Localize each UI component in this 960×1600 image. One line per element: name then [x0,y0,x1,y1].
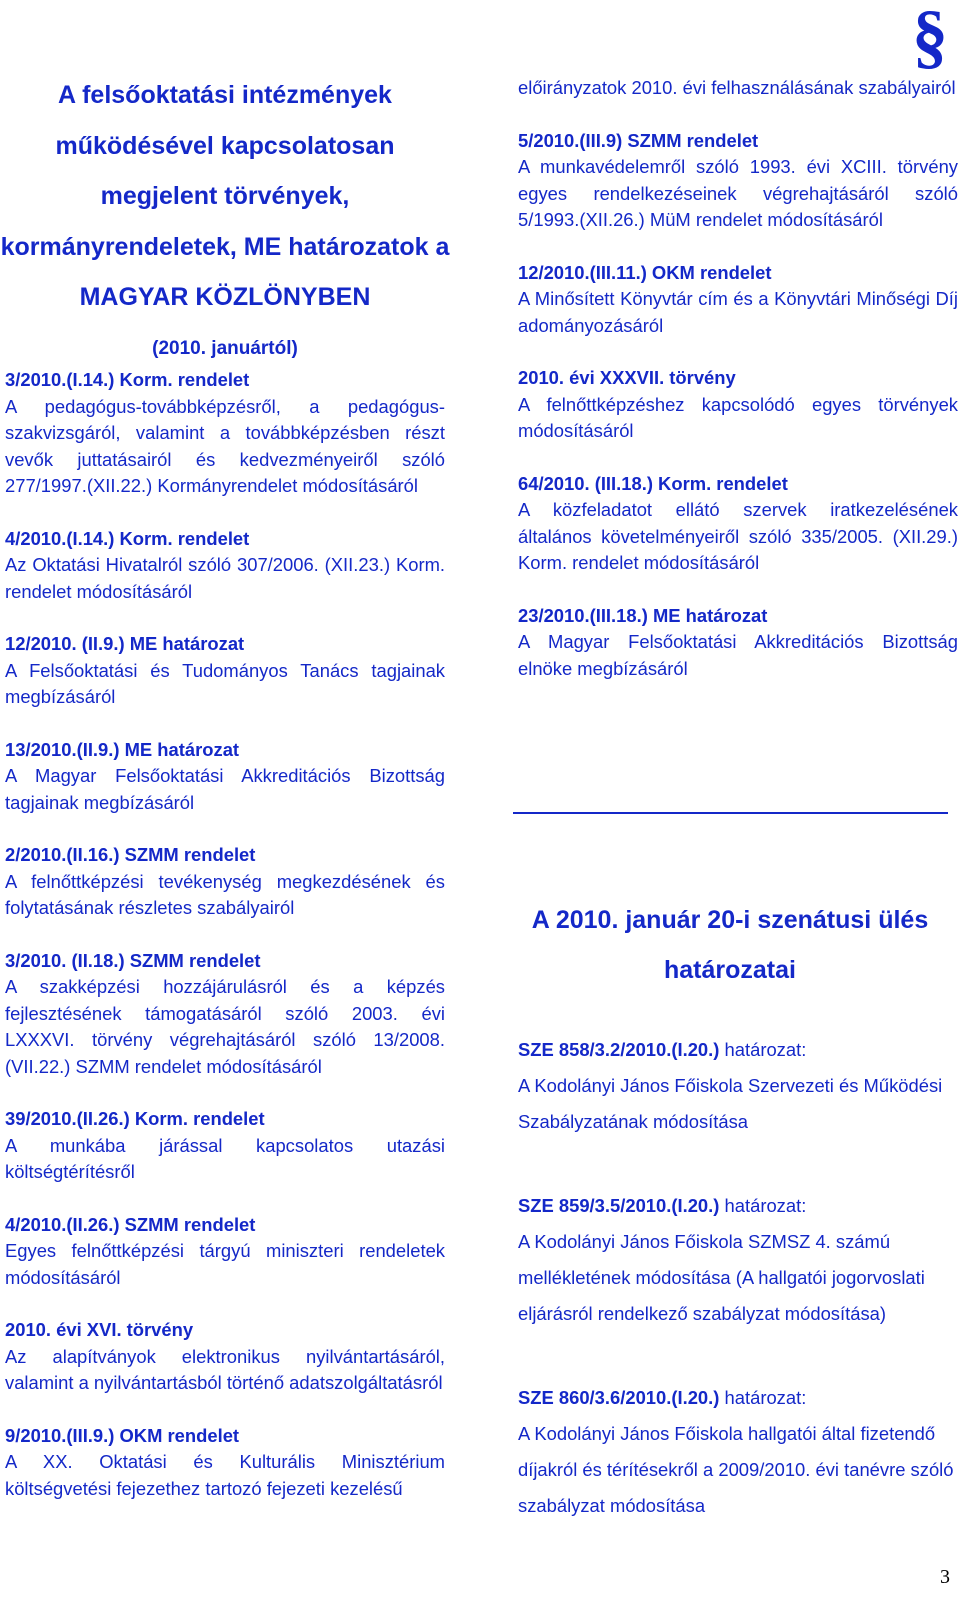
divider [513,812,948,814]
right-column [518,75,958,682]
page-subtitle: (2010. januártól) [152,337,298,359]
decision-label: határozat: [724,1195,807,1216]
list-item [5,1423,445,1503]
entry-description: A munkába járással kapcsolatos utazási költségtérítésről [5,1134,445,1182]
entry-description: A közfeladatot ellátó szervek iratkezelésének általános követelményeiről szóló 335/2005. (XII.29.) Korm. rendelet módosításáról [518,499,958,573]
entry-continuation: előirányzatok 2010. évi felhasználásának szabályairól [518,77,956,98]
list-item [5,1106,445,1186]
list-item [5,948,445,1081]
entry-code: 13/2010.(II.9.) ME határozat [5,738,240,760]
entry-code: 4/2010.(I.14.) Korm. rendelet [5,527,250,549]
entry-code: 5/2010.(III.9) SZMM rendelet [518,129,759,151]
decision-code: SZE 858/3.2/2010.(I.20.) [518,1039,720,1060]
entry-code: 23/2010.(III.18.) ME határozat [518,604,768,626]
decision-label: határozat: [724,1387,807,1408]
entry-code: 39/2010.(II.26.) Korm. rendelet [5,1108,265,1129]
left-column [5,367,445,1502]
entry-description: A pedagógus-továbbképzésről, a pedagógus-szakvizsgáról, valamint a továbbképzésben részt vevők juttatásairól és kedvezményeiről szóló 277/1997.(XII.22.) Kormányrendelet módosításáról [5,395,445,496]
decision-text: A Kodolányi János Főiskola SZMSZ 4. számú mellékletének módosítása (A hallgatói jogorvoslati eljárásról rendelkező szabályzat módosítása) [518,1231,925,1324]
entry-description: A felnőttképzési tevékenység megkezdésének és folytatásának részletes szabályairól [5,870,445,918]
title-line: MAGYAR KÖZLÖNYBEN [79,283,371,311]
title-line: A felsőoktatási intézmények [58,81,392,109]
title-line: kormányrendeletek, ME határozatok a [0,232,450,261]
entry-code: 12/2010. (II.9.) ME határozat [5,633,245,654]
list-item [518,75,958,102]
entry-code: 4/2010.(II.26.) SZMM rendelet [5,1213,256,1235]
entry-code: 2/2010.(II.16.) SZMM rendelet [5,844,256,865]
list-item [5,737,445,817]
list-item [518,603,958,683]
entry-description: A Felsőoktatási és Tudományos Tanács tagjainak megbízásáról [5,659,445,707]
entry-code: 9/2010.(III.9.) OKM rendelet [5,1424,240,1446]
entry-code: 64/2010. (III.18.) Korm. rendelet [518,472,788,494]
entry-description: A Magyar Felsőoktatási Akkreditációs Bizottság elnöke megbízásáról [518,631,958,679]
entry-description: Egyes felnőttképzési tárgyú miniszteri rendeletek módosításáról [5,1240,445,1288]
session-title-line: A 2010. január 20-i szenátusi ülés [531,906,929,934]
entry-description: A XX. Oktatási és Kulturális Minisztérium költségvetési fejezethez tartozó fejezeti kezelésű [5,1451,445,1499]
title-line: működésével kapcsolatosan [55,131,395,160]
decision-item [518,1032,958,1140]
entry-code: 2010. évi XXXVII. törvény [518,367,736,388]
title-line: megjelent törvények, [100,182,350,210]
list-item [5,367,445,500]
decision-code: SZE 860/3.6/2010.(I.20.) [518,1387,720,1408]
list-item [518,260,958,340]
list-item [5,1212,445,1292]
entry-description: Az Oktatási Hivatalról szóló 307/2006. (XII.23.) Korm. rendelet módosításáról [5,554,445,602]
decision-text: A Kodolányi János Főiskola Szervezeti és Működési Szabályzatának módosítása [518,1075,943,1132]
entry-code: 2010. évi XVI. törvény [5,1319,194,1340]
entry-code: 3/2010. (II.18.) SZMM rendelet [5,949,261,971]
entry-description: A Minősített Könyvtár cím és a Könyvtári Minőségi Díj adományozásáról [518,288,958,336]
decision-item [518,1188,958,1332]
entry-description: A munkavédelemről szóló 1993. évi XCIII. törvény egyes rendelkezéseinek végrehajtásáról szóló 5/1993.(XII.26.) MüM rendelet módosításáról [518,156,958,230]
list-item [518,365,958,445]
list-item [5,842,445,922]
section-mark-icon: § [912,0,948,76]
session-title [516,895,944,995]
decision-label: határozat: [724,1039,807,1060]
list-item [5,526,445,606]
list-item [5,1317,445,1397]
entry-description: A szakképzési hozzájárulásról és a képzés fejlesztésének támogatásáról szóló 2003. évi LXXXVI. törvény végrehajtásáról szóló 13/2008.(VII.22.) SZMM rendelet módosításáról [5,976,445,1077]
entry-description: A felnőttképzéshez kapcsolódó egyes törvények módosításáról [518,393,958,441]
entry-description: Az alapítványok elektronikus nyilvántartásáról, valamint a nyilvántartásból történő adatszolgáltatásról [5,1345,445,1393]
decisions-list [518,1032,958,1524]
entry-code: 12/2010.(III.11.) OKM rendelet [518,261,772,283]
session-title-line: határozatai [664,956,796,984]
decision-item [518,1380,958,1524]
entry-description: A Magyar Felsőoktatási Akkreditációs Bizottság tagjainak megbízásáról [5,765,445,813]
decision-text: A Kodolányi János Főiskola hallgatói által fizetendő díjakról és térítésekről a 2009/2010. évi tanévre szóló szabályzat módosítása [518,1423,954,1516]
entry-code: 3/2010.(I.14.) Korm. rendelet [5,369,250,390]
page-title [0,70,450,369]
list-item [5,631,445,711]
decision-code: SZE 859/3.5/2010.(I.20.) [518,1195,720,1216]
page-number: 3 [940,1566,950,1588]
list-item [518,128,958,234]
list-item [518,471,958,577]
